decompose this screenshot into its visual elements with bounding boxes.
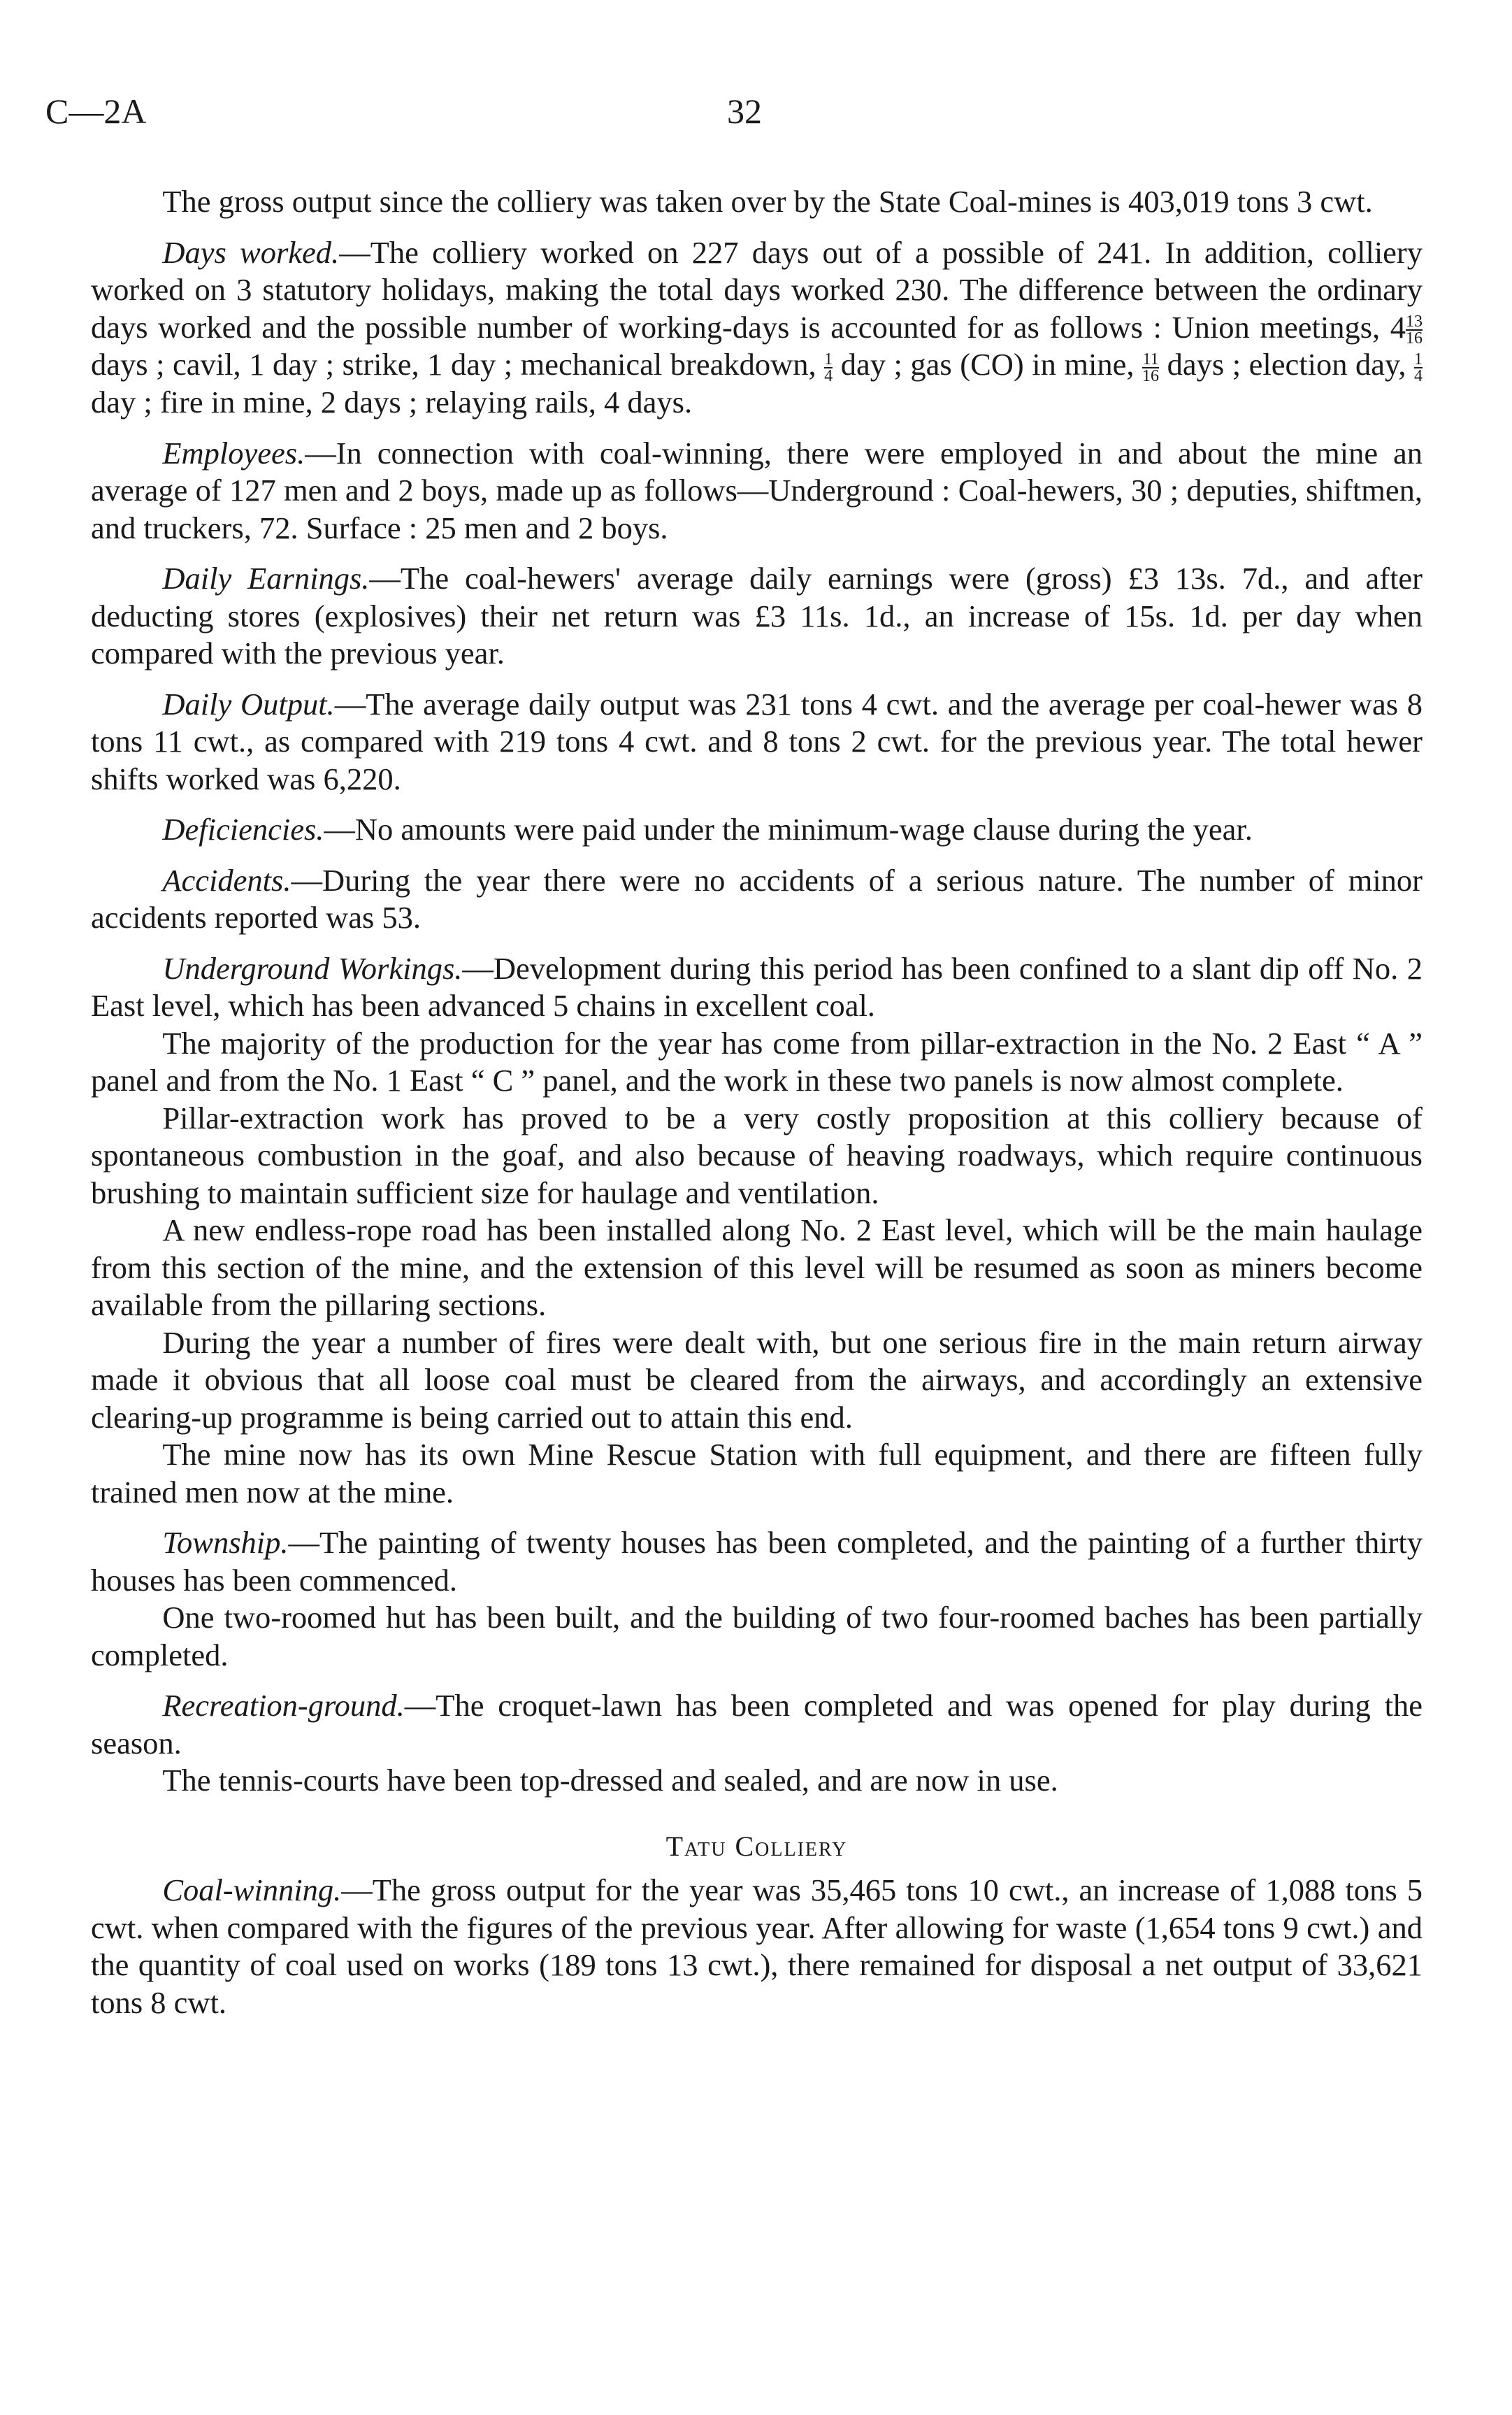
- fraction: [1406, 314, 1423, 346]
- denominator: 4: [824, 367, 833, 386]
- paragraph: The tennis-courts have been top-dressed and sealed, and are now in use.: [162, 1763, 1058, 1798]
- document-code: C—2A: [45, 92, 147, 131]
- text: days ; cavil, 1 day ; strike, 1 day ; mechanical breakdown,: [91, 347, 825, 382]
- section-title: Deficiencies.: [162, 812, 324, 847]
- township-paragraph: [91, 1524, 1423, 1599]
- paragraph: The majority of the production for the year has come from pillar-extraction in the No. 2 East “ A ” panel and from the No. 1 East “ C ” panel, and the work in these two panels is now almost complete.: [91, 1025, 1423, 1098]
- text: —No amounts were paid under the minimum-wage clause during the year.: [324, 812, 1253, 847]
- text: —During the year there were no accidents of a serious nature. The number of minor accidents reported was 53.: [91, 862, 1423, 936]
- daily-earnings-paragraph: [91, 560, 1423, 673]
- text: —The colliery worked on 227 days out of a possible of 241. In addition, colliery worked on 3 statutory holidays, making the total days worked 230. The difference between the ordinary days worked and the possible number of working-days is accounted for as follows : Union meetings, 4: [91, 234, 1423, 345]
- text: day ; fire in mine, 2 days ; relaying rails, 4 days.: [91, 385, 693, 420]
- text: —In connection with coal-winning, there were employed in and about the mine an average of 127 men and 2 boys, made up as follows—Underground : Coal-hewers, 30 ; deputies, shiftmen, and truckers, 72. Surface : 25 men and 2 boys.: [91, 435, 1423, 545]
- numerator: 1: [824, 350, 833, 369]
- text: —The gross output for the year was 35,465 tons 10 cwt., an increase of 1,088 tons 5 cwt. when compared with the figures of the previous year. After allowing for waste (1,654 tons 9 cwt.) and the quantity of coal used on works (189 tons 13 cwt.), there remained for disposal a net output of 33,621 tons 8 cwt.: [91, 1872, 1423, 2020]
- denominator: 16: [1406, 329, 1423, 348]
- text: —Development during this period has been confined to a slant dip off No. 2 East level, which has been advanced 5 chains in excellent coal.: [91, 950, 1423, 1024]
- days-worked-paragraph: [91, 234, 1423, 422]
- fraction: [1414, 352, 1423, 384]
- numerator: 11: [1142, 350, 1159, 369]
- text: day ; gas (CO) in mine,: [833, 347, 1143, 382]
- section-title: Underground Workings.: [162, 950, 463, 986]
- paragraph: One two-roomed hut has been built, and the building of two four-roomed baches has been partially completed.: [91, 1600, 1423, 1672]
- accidents-paragraph: [91, 862, 1423, 937]
- numerator: 13: [1406, 313, 1423, 331]
- denominator: 4: [1414, 367, 1423, 386]
- section-title: Recreation-ground.: [162, 1688, 405, 1724]
- paragraph: A new endless-rope road has been installed along No. 2 East level, which will be the main haulage from this section of the mine, and the extension of this level will be resumed as soon as miners become available from the pillaring sections.: [91, 1212, 1423, 1323]
- gross-output-paragraph: The gross output since the colliery was taken over by the State Coal-mines is 403,019 tons 3 cwt.: [162, 184, 1373, 219]
- paragraph: Pillar-extraction work has proved to be a very costly proposition at this colliery because of spontaneous combustion in the goaf, and also because of heaving roadways, which require continuous brushing to maintain sufficient size for haulage and ventilation.: [91, 1100, 1423, 1210]
- paragraph: The mine now has its own Mine Rescue Station with full equipment, and there are fifteen fully trained men now at the mine.: [91, 1437, 1423, 1510]
- section-title: Employees.: [162, 435, 305, 471]
- section-title: Township.: [162, 1525, 289, 1561]
- text: —The painting of twenty houses has been completed, and the painting of a further thirty houses has been commenced.: [91, 1525, 1423, 1598]
- paragraph: During the year a number of fires were dealt with, but one serious fire in the main return airway made it obvious that all loose coal must be cleared from the airways, and accordingly an extensive clearing-up programme is being carried out to attain this end.: [91, 1324, 1423, 1435]
- employees-paragraph: [91, 435, 1423, 547]
- denominator: 16: [1142, 367, 1160, 386]
- underground-workings-paragraph: [91, 950, 1423, 1025]
- text: —The average daily output was 231 tons 4 cwt. and the average per coal-hewer was 8 tons 11 cwt., as compared with 219 tons 4 cwt. and 8 tons 2 cwt. for the previous year. The total hewer shifts worked was 6,220.: [91, 686, 1423, 796]
- deficiencies-paragraph: [91, 811, 1423, 849]
- section-title: Accidents.: [162, 862, 291, 898]
- text: —The coal-hewers' average daily earnings were (gross) £3 13s. 7d., and after deducting stores (explosives) their net return was £3 11s. 1d., an increase of 15s. 1d. per day when compared with the previous year.: [91, 561, 1423, 671]
- section-title: Daily Earnings.: [162, 561, 370, 596]
- page-number: 32: [727, 92, 762, 131]
- numerator: 1: [1414, 350, 1423, 369]
- text: days ; election day,: [1159, 347, 1415, 382]
- page-header: [45, 91, 1421, 140]
- text: —The croquet-lawn has been completed and was opened for play during the season.: [91, 1688, 1423, 1761]
- tatu-colliery-heading: Tatu Colliery: [665, 1830, 848, 1862]
- section-title: Days worked.: [162, 234, 340, 270]
- section-title: Coal-winning.: [162, 1872, 342, 1908]
- coal-winning-paragraph: [91, 1872, 1423, 2021]
- section-title: Daily Output.: [162, 686, 335, 722]
- daily-output-paragraph: [91, 686, 1423, 798]
- page-body: [91, 183, 1423, 2021]
- fraction: [1142, 352, 1159, 384]
- fraction: [824, 352, 833, 384]
- recreation-ground-paragraph: [91, 1687, 1423, 1762]
